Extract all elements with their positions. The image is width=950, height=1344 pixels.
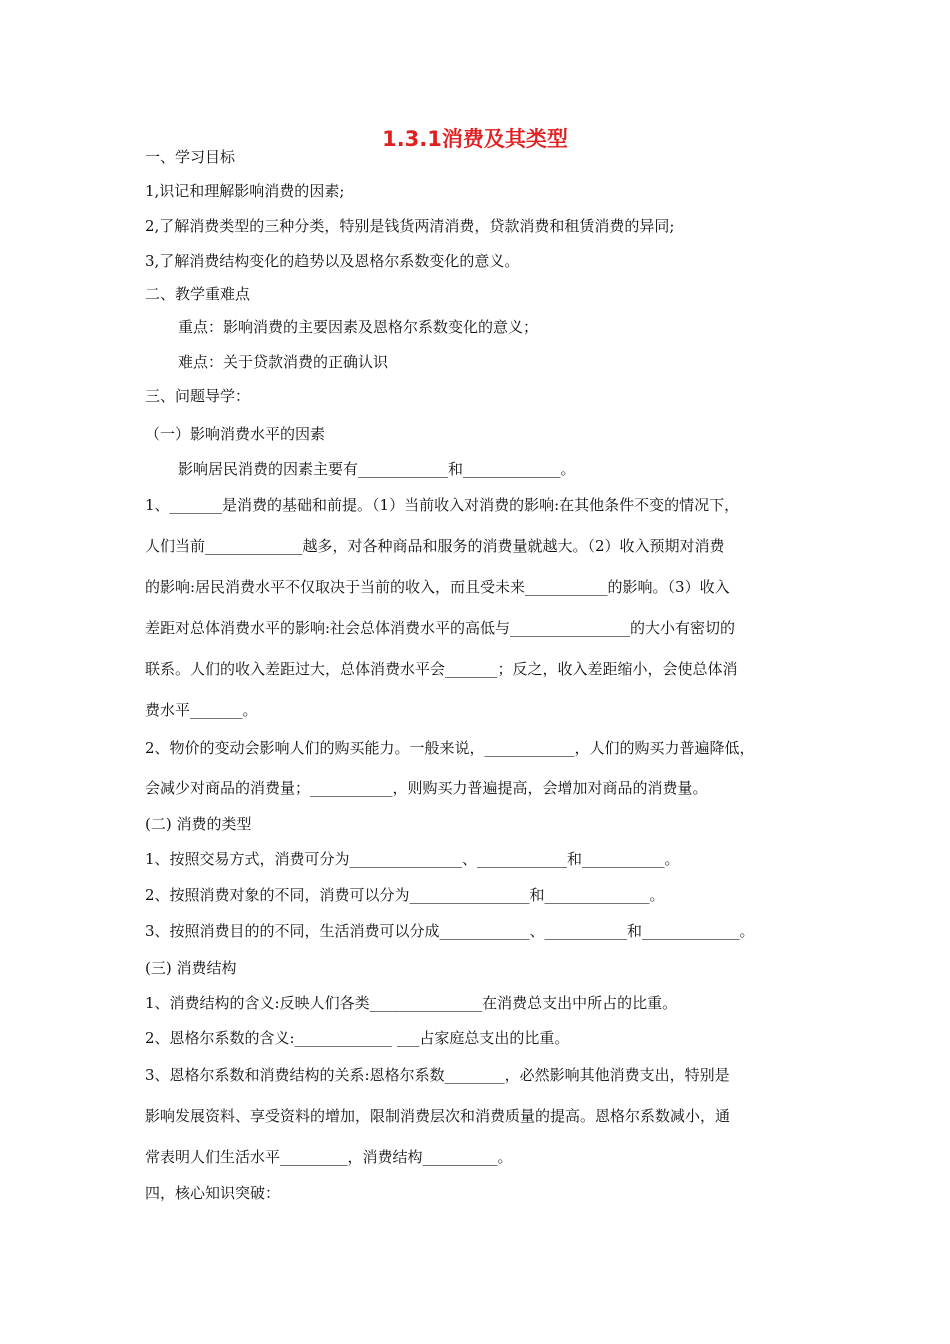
section-heading-core-knowledge: 四，核心知识突破：	[145, 1184, 281, 1202]
objective-item-2: 2,了解消费类型的三种分类，特别是钱货两清消费，贷款消费和租赁消费的异同;	[145, 217, 675, 235]
document-title: 1.3.1消费及其类型	[382, 127, 568, 151]
paragraph-line: 联系。人们的收入差距过大，总体消费水平会_______；反之，收入差距缩小，会使总体消	[145, 660, 738, 678]
fill-blank-line: 影响居民消费的因素主要有____________和_____________。	[178, 460, 576, 478]
paragraph-line: 2、物价的变动会影响人们的购买能力。一般来说，____________，人们的购买力普遍降低，	[145, 739, 755, 757]
fill-blank-line: 2、恩格尔系数的含义:_____________ ___占家庭总支出的比重。	[145, 1029, 570, 1047]
fill-blank-line: 1、消费结构的含义:反映人们各类_______________在消费总支出中所占的比重。	[145, 994, 678, 1012]
objective-item-3: 3,了解消费结构变化的趋势以及恩格尔系数变化的意义。	[145, 252, 520, 270]
objective-item-1: 1,识记和理解影响消费的因素;	[145, 182, 345, 200]
subsection-heading-consumption-types: (二) 消费的类型	[145, 815, 252, 833]
paragraph-line: 费水平_______。	[145, 701, 258, 719]
paragraph-line: 的影响:居民消费水平不仅取决于当前的收入，而且受未来___________的影响。（3）收入	[145, 578, 730, 596]
paragraph-line: 差距对总体消费水平的影响:社会总体消费水平的高低与________________的大小有密切的	[145, 619, 736, 637]
fill-blank-line: 3、按照消费目的的不同，生活消费可以分成____________、___________和_____________。	[145, 922, 755, 940]
paragraph-line: 影响发展资料、享受资料的增加，限制消费层次和消费质量的提高。恩格尔系数减小，通	[145, 1107, 731, 1125]
subsection-heading-consumption-factors: （一）影响消费水平的因素	[145, 425, 326, 443]
paragraph-line: 会减少对商品的消费量；___________，则购买力普遍提高，会增加对商品的消费量。	[145, 779, 708, 797]
key-point: 重点：影响消费的主要因素及恩格尔系数变化的意义；	[178, 318, 539, 336]
section-heading-objectives: 一、学习目标	[145, 148, 236, 166]
paragraph-line: 1、_______是消费的基础和前提。（1）当前收入对消费的影响:在其他条件不变的情况下，	[145, 496, 740, 514]
subsection-heading-consumption-structure: (三) 消费结构	[145, 959, 237, 977]
section-heading-guided-questions: 三、问题导学：	[145, 387, 251, 405]
fill-blank-line: 1、按照交易方式，消费可分为_______________、____________和___________。	[145, 850, 680, 868]
paragraph-line: 人们当前_____________越多，对各种商品和服务的消费量就越大。（2）收入预期对消费	[145, 537, 725, 555]
difficult-point: 难点：关于贷款消费的正确认识	[178, 353, 389, 371]
paragraph-line: 常表明人们生活水平_________，消费结构__________。	[145, 1148, 513, 1166]
fill-blank-line: 2、按照消费对象的不同，消费可以分为________________和______________。	[145, 886, 665, 904]
paragraph-line: 3、恩格尔系数和消费结构的关系:恩格尔系数________，必然影响其他消费支出，特别是	[145, 1066, 730, 1084]
section-heading-key-points: 二、教学重难点	[145, 285, 251, 303]
